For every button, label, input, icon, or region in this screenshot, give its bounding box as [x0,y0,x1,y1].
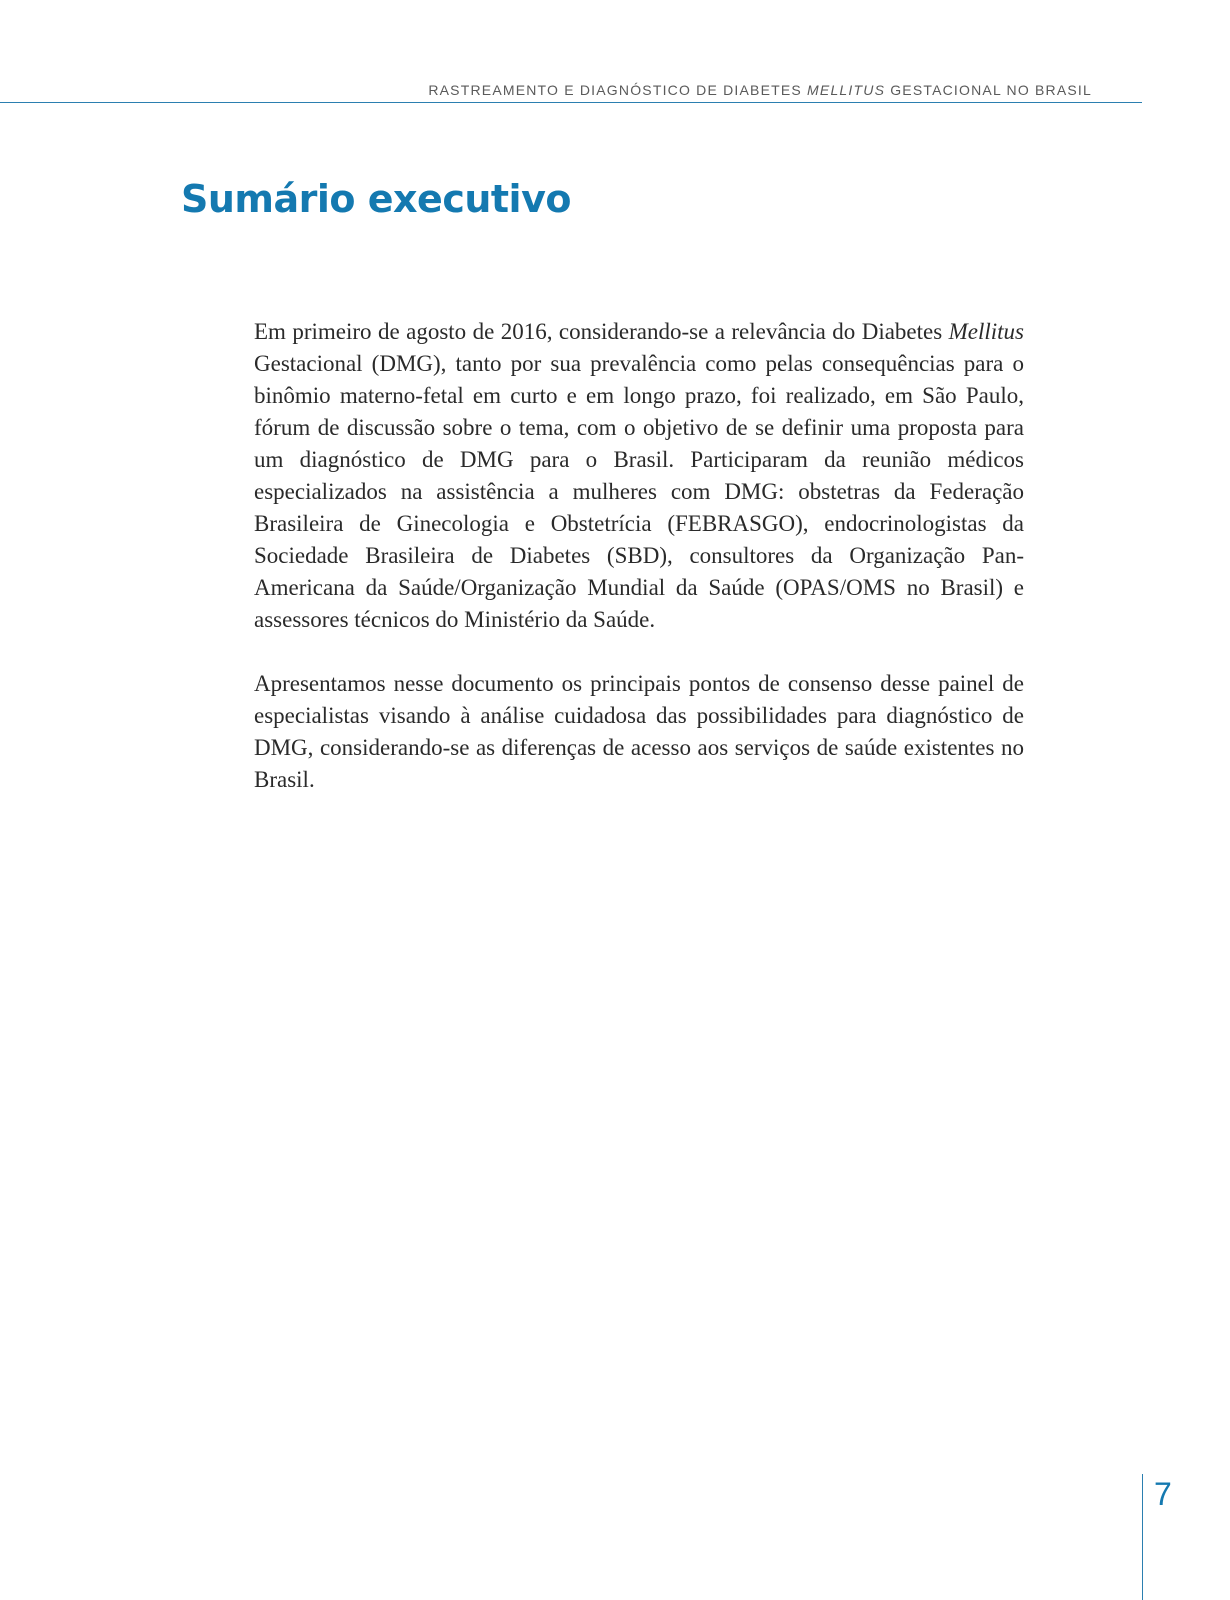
paragraph-2: Apresentamos nesse documento os principais pontos de consenso desse painel de especialistas visando à análise cuidadosa das possibilidades para diagnóstico de DMG, considerando-se as diferenças de acesso aos serviços de saúde existentes no Brasil. [254,671,1024,792]
paragraph-1-rest: Gestacional (DMG), tanto por sua prevalência como pelas consequências para o binômio materno-fetal em curto e em longo prazo, foi realizado, em São Paulo, fórum de discussão sobre o tema, com o objetivo de se definir uma proposta para um diagnóstico de DMG para o Brasil. Participaram da reunião médicos especializados na assistência a mulheres com DMG: obstetras da Federação Brasileira de Ginecologia e Obstetrícia (FEBRASGO), endocrinologistas da Sociedade Brasileira de Diabetes (SBD), consultores da Organização Pan-Americana da Saúde/Organização Mundial da Saúde (OPAS/OMS no Brasil) e assessores técnicos do Ministério da Saúde. [254,351,1024,632]
body-text [254,316,1024,828]
running-header-text-end: GESTACIONAL NO BRASIL [885,82,1092,98]
running-header-italic: MELLITUS [807,82,886,98]
section-title: Sumário executivo [181,177,571,221]
page-number: 7 [1154,1476,1172,1512]
running-header [0,80,1092,100]
paragraph-1 [254,316,1024,636]
paragraph-1-start: Em primeiro de agosto de 2016, considerando-se a relevância do Diabetes [254,319,949,344]
page-number-rule [1142,1474,1143,1600]
running-header-text: RASTREAMENTO E DIAGNÓSTICO DE DIABETES [428,82,808,98]
header-rule [0,102,1142,103]
paragraph-1-italic: Mellitus [948,319,1024,344]
